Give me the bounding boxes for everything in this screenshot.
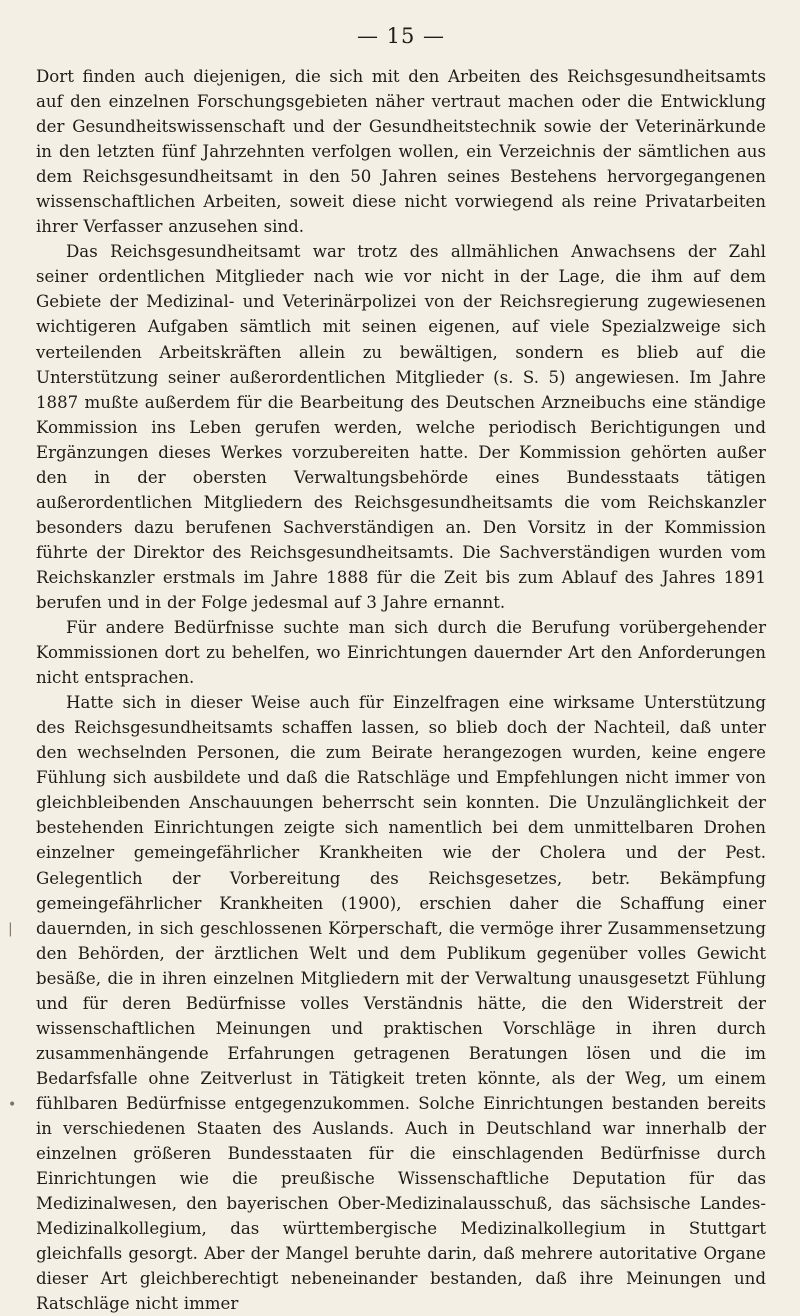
paragraph-4: Hatte sich in dieser Weise auch für Einzelfragen eine wirksame Unterstützung des Reichsgesundheitsamts schaffen lassen, so blieb doch der Nachteil, daß unter den wechselnden Personen, die zum Beirate herangezogen wurden, keine engere Fühlung sich ausbildete und daß die Ratschläge und Empfehlungen nicht immer von gleichbleibenden Anschauungen beherrscht sein konnten. Die Unzulänglichkeit der bestehenden Einrichtungen zeigte sich namentlich bei dem unmittelbaren Drohen einzelner gemeingefährlicher Krankheiten wie der Cholera und der Pest. Gelegentlich der Vorbereitung des Reichsgesetzes, betr. Bekämpfung gemeingefährlicher Krankheiten (1900), erschien daher die Schaffung einer dauernden, in sich geschlossenen Körperschaft, die vermöge ihrer Zusammensetzung den Behörden, der ärztlichen Welt und dem Publikum gegenüber volles Gewicht besäße, die in ihren einzelnen Mitgliedern mit der Verwaltung unausgesetzt Fühlung und für deren Bedürfnisse volles Verständnis hätte, die den Widerstreit der wissenschaftlichen Meinungen und praktischen Vorschläge in ihren durch zusammenhängende Erfahrungen getragenen Beratungen lösen und die im Bedarfsfalle ohne Zeitverlust in Tätigkeit treten könnte, als der Weg, um einem fühlbaren Bedürfnisse entgegenzukommen. Solche Einrichtungen bestanden bereits in verschiedenen Staaten des Auslands. Auch in Deutschland war innerhalb der einzelnen größeren Bundesstaaten für die einschlagenden Bedürfnisse durch Einrichtungen wie die preußische Wissenschaftliche Deputation für das Medizinalwesen, den bayerischen Ober-Medizinalausschuß, das sächsische Landes-Medizinalkollegium, das württembergische Medizinalkollegium in Stuttgart gleichfalls gesorgt. Aber der Mangel beruhte darin, daß mehrere autoritative Organe dieser Art gleichberechtigt nebeneinander bestanden, daß ihre Meinungen und Ratschläge nicht immer: [36, 693, 766, 1314]
page-number: — 15 —: [356, 24, 446, 48]
paragraph-1: Dort finden auch diejenigen, die sich mit den Arbeiten des Reichsgesundheitsamts auf den einzelnen Forschungsgebieten näher vertraut machen oder die Entwicklung der Gesundheitswissenschaft und der Gesundheitstechnik sowie der Veterinärkunde in den letzten fünf Jahrzehnten verfolgen wollen, ein Verzeichnis der sämtlichen aus dem Reichsgesundheitsamt in den 50 Jahren seines Bestehens hervorgegangenen wissenschaftlichen Arbeiten, soweit diese nicht vorwiegend als reine Privatarbeiten ihrer Verfasser anzusehen sind.: [36, 67, 766, 237]
paragraph-2: Das Reichsgesundheitsamt war trotz des allmählichen Anwachsens der Zahl seiner ordentlichen Mitglieder nach wie vor nicht in der Lage, die ihm auf dem Gebiete der Medizinal- und Veterinärpolizei von der Reichsregierung zugewiesenen wichtigeren Aufgaben sämtlich mit seinen eigenen, auf viele Spezialzweige sich verteilenden Arbeitskräften allein zu bewältigen, sondern es blieb auf die Unterstützung seiner außerordentlichen Mitglieder (s. S. 5) angewiesen. Im Jahre 1887 mußte außerdem für die Bearbeitung des Deutschen Arzneibuchs eine ständige Kommission ins Leben gerufen werden, welche periodisch Berichtigungen und Ergänzungen dieses Werkes vorzubereiten hatte. Der Kommission gehörten außer den in der obersten Verwaltungsbehörde eines Bundesstaats tätigen außerordentlichen Mitgliedern des Reichsgesundheitsamts die vom Reichskanzler besonders dazu berufenen Sachverständigen an. Den Vorsitz in der Kommission führte der Direktor des Reichsgesundheitsamts. Die Sachverständigen wurden vom Reichskanzler erstmals im Jahre 1888 für die Zeit bis zum Ablauf des Jahres 1891 berufen und in der Folge jedesmal auf 3 Jahre ernannt.: [36, 242, 766, 612]
paragraph-3: Für andere Bedürfnisse suchte man sich durch die Berufung vorübergehender Kommissionen dort zu behelfen, wo Einrichtungen dauernder Art den Anforderungen nicht entsprachen.: [36, 618, 766, 688]
margin-dot: •: [8, 1097, 17, 1113]
body-text: [36, 64, 766, 1316]
margin-mark: |: [8, 921, 13, 937]
